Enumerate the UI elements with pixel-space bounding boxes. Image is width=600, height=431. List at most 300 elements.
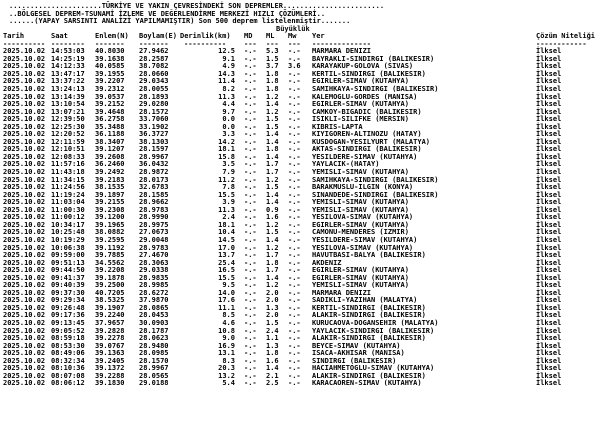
cell-ml: 1.8 [266, 145, 279, 154]
cell-md: -.- [244, 54, 257, 63]
cell-mw: -.- [288, 258, 301, 267]
cell-depth: 11.3 [218, 205, 235, 214]
cell-date: 2025.10.02 [3, 251, 46, 260]
cell-location: ALAKIR-SINDIRGI (BALIKESIR) [312, 311, 426, 320]
cell-time: 09:44:50 [51, 266, 85, 275]
cell-mw: -.- [288, 356, 301, 365]
cell-date: 2025.10.02 [3, 213, 46, 222]
cell-md: -.- [244, 198, 257, 207]
cell-depth: 25.4 [218, 258, 235, 267]
cell-md: -.- [244, 318, 257, 327]
cell-depth: 9.1 [222, 54, 235, 63]
cell-latitude: 39.2278 [95, 334, 125, 343]
cell-depth: 14.3 [218, 69, 235, 78]
cell-latitude: 40.7205 [95, 288, 125, 297]
cell-date: 2025.10.02 [3, 183, 46, 192]
cell-ml: 1.7 [266, 168, 279, 177]
cell-latitude: 36.1188 [95, 130, 125, 139]
cell-time: 09:17:36 [51, 311, 85, 320]
cell-depth: 11.3 [218, 92, 235, 101]
cell-location: YESILDERE-SIMAV (KUTAHYA) [312, 235, 418, 244]
cell-latitude: 39.7885 [95, 251, 125, 260]
cell-depth: 4.9 [222, 62, 235, 71]
cell-ml: 1.2 [266, 92, 279, 101]
cell-ml: 1.4 [266, 190, 279, 199]
cell-latitude: 39.2312 [95, 85, 125, 94]
cell-depth: 16.5 [218, 266, 235, 275]
cell-location: YESILOVA-SIMAV (KUTAHYA) [312, 213, 414, 222]
cell-location: KARAYAKUP-GOLOVA (SIVAS) [312, 62, 414, 71]
cell-ml: 1.7 [266, 160, 279, 169]
cell-location: SAMIHKAYA-SINDIRGI (BALIKESIR) [312, 85, 439, 94]
cell-md: -.- [244, 205, 257, 214]
cell-md: -.- [244, 334, 257, 343]
cell-date: 2025.10.02 [3, 77, 46, 86]
cell-time: 11:19:24 [51, 190, 85, 199]
cell-solution-quality: İlksel [536, 220, 562, 229]
cell-ml: 2.5 [266, 379, 279, 388]
cell-longitude: 28.0660 [139, 69, 169, 78]
cell-md: -.- [244, 220, 257, 229]
cell-depth: 18.1 [218, 220, 235, 229]
cell-md: -.- [244, 160, 257, 169]
cell-md: -.- [244, 115, 257, 124]
cell-longitude: 28.1893 [139, 92, 169, 101]
cell-solution-quality: İlksel [536, 69, 562, 78]
cell-md: -.- [244, 137, 257, 146]
header-title: ......................TÜRKİYE VE YAKIN ÇEVRESİNDEKİ SON DEPREMLER........................ [9, 2, 385, 10]
col-enlem: Enlem(N) [95, 32, 129, 41]
cell-date: 2025.10.02 [3, 258, 46, 267]
cell-time: 10:34:17 [51, 220, 85, 229]
cell-solution-quality: İlksel [536, 379, 562, 388]
cell-depth: 7.8 [222, 183, 235, 192]
cell-longitude: 28.0565 [139, 371, 169, 380]
cell-date: 2025.10.02 [3, 371, 46, 380]
cell-time: 11:34:15 [51, 175, 85, 184]
cell-date: 2025.10.02 [3, 303, 46, 312]
cell-md: -.- [244, 62, 257, 71]
cell-depth: 14.0 [218, 288, 235, 297]
cell-date: 2025.10.02 [3, 334, 46, 343]
cell-md: -.- [244, 326, 257, 335]
cell-latitude: 39.1830 [95, 379, 125, 388]
cell-date: 2025.10.02 [3, 168, 46, 177]
cell-date: 2025.10.02 [3, 281, 46, 290]
cell-date: 2025.10.02 [3, 175, 46, 184]
cell-date: 2025.10.02 [3, 326, 46, 335]
cell-time: 08:06:12 [51, 379, 85, 388]
cell-depth: 20.3 [218, 364, 235, 373]
cell-ml: 2.1 [266, 371, 279, 380]
sep-derinlik: ---------- [184, 39, 227, 48]
cell-date: 2025.10.02 [3, 288, 46, 297]
sep-md: --- [244, 39, 257, 48]
cell-longitude: 28.9872 [139, 168, 169, 177]
cell-depth: 16.9 [218, 341, 235, 350]
cell-longitude: 29.0343 [139, 77, 169, 86]
cell-solution-quality: İlksel [536, 281, 562, 290]
cell-solution-quality: İlksel [536, 228, 562, 237]
cell-md: -.- [244, 371, 257, 380]
cell-mw: -.- [288, 311, 301, 320]
cell-location: KARACAOREN-SIMAV (KUTAHYA) [312, 379, 422, 388]
cell-location: BAYRAKLI-SINDIRGI (BALIKESIR) [312, 54, 435, 63]
cell-location: SINANDEDE-SINDIRGI (BALIKESIR) [312, 190, 439, 199]
cell-longitude: 28.9975 [139, 220, 169, 229]
cell-longitude: 28.9985 [139, 281, 169, 290]
cell-location: YESILDERE-SIMAV (KUTAHYA) [312, 152, 418, 161]
cell-date: 2025.10.02 [3, 130, 46, 139]
cell-time: 08:49:06 [51, 349, 85, 358]
cell-depth: 7.9 [222, 168, 235, 177]
cell-mw: -.- [288, 303, 301, 312]
cell-mw: -.- [288, 85, 301, 94]
cell-ml: 2.0 [266, 311, 279, 320]
cell-location: YEMISLI-SIMAV (KUTAHYA) [312, 281, 409, 290]
cell-location: YAYLACIK-(HATAY) [312, 160, 380, 169]
cell-depth: 12.5 [218, 47, 235, 56]
cell-ml: 1.2 [266, 107, 279, 116]
cell-location: CAMONU-MENDERES (IZMIR) [312, 228, 409, 237]
cell-latitude: 39.2595 [95, 235, 125, 244]
cell-solution-quality: İlksel [536, 303, 562, 312]
col-boylam: Boylam(E) [139, 32, 177, 41]
cell-solution-quality: İlksel [536, 341, 562, 350]
cell-latitude: 38.1535 [95, 183, 125, 192]
cell-date: 2025.10.02 [3, 62, 46, 71]
cell-solution-quality: İlksel [536, 311, 562, 320]
cell-solution-quality: İlksel [536, 160, 562, 169]
cell-longitude: 27.0673 [139, 228, 169, 237]
cell-ml: 1.3 [266, 303, 279, 312]
cell-ml: 1.7 [266, 266, 279, 275]
cell-time: 11:00:30 [51, 205, 85, 214]
cell-time: 13:37:22 [51, 77, 85, 86]
cell-md: -.- [244, 228, 257, 237]
cell-longitude: 28.0985 [139, 349, 169, 358]
cell-longitude: 28.6272 [139, 288, 169, 297]
cell-latitude: 39.1965 [95, 220, 125, 229]
cell-solution-quality: İlksel [536, 107, 562, 116]
cell-depth: 18.1 [218, 145, 235, 154]
cell-solution-quality: İlksel [536, 349, 562, 358]
cell-location: ALAKIR-SINDIRGI (BALIKESIR) [312, 334, 426, 343]
cell-location: ISACA-AKHISAR (MANISA) [312, 349, 405, 358]
cell-time: 12:11:59 [51, 137, 85, 146]
cell-depth: 15.8 [218, 152, 235, 161]
cell-mw: -.- [288, 175, 301, 184]
cell-date: 2025.10.02 [3, 318, 46, 327]
cell-solution-quality: İlksel [536, 213, 562, 222]
cell-time: 14:53:03 [51, 47, 85, 56]
col-cozum: Çözüm Niteliği [536, 32, 596, 41]
cell-time: 09:59:00 [51, 251, 85, 260]
cell-date: 2025.10.02 [3, 296, 46, 305]
cell-depth: 13.7 [218, 251, 235, 260]
cell-latitude: 39.1907 [95, 303, 125, 312]
cell-md: -.- [244, 303, 257, 312]
cell-mw: -.- [288, 47, 301, 56]
cell-time: 11:03:04 [51, 198, 85, 207]
cell-location: AKDENIZ [312, 258, 342, 267]
cell-latitude: 34.5562 [95, 258, 125, 267]
cell-time: 12:39:50 [51, 115, 85, 124]
cell-time: 13:10:54 [51, 100, 85, 109]
cell-time: 10:25:48 [51, 228, 85, 237]
cell-mw: -.- [288, 371, 301, 380]
cell-date: 2025.10.02 [3, 115, 46, 124]
magnitude-group-line [0, 26, 600, 34]
cell-md: -.- [244, 341, 257, 350]
cell-md: -.- [244, 100, 257, 109]
cell-solution-quality: İlksel [536, 137, 562, 146]
header-subtitle: ..BÖLGESEL DEPREM-TSUNAMİ İZLEME VE DEĞERLENDİRME MERKEZİ HIZLI ÇÖZÜMLERİ.. [9, 9, 326, 18]
cell-latitude: 38.0882 [95, 228, 125, 237]
cell-latitude: 36.2460 [95, 160, 125, 169]
cell-ml: 1.5 [266, 115, 279, 124]
cell-location: CAMKOY-BIGADIC (BALIKESIR) [312, 107, 422, 116]
cell-time: 08:10:36 [51, 364, 85, 373]
cell-longitude: 27.4670 [139, 251, 169, 260]
cell-solution-quality: İlksel [536, 190, 562, 199]
cell-latitude: 38.5325 [95, 296, 125, 305]
cell-mw: -.- [288, 183, 301, 192]
cell-date: 2025.10.02 [3, 137, 46, 146]
cell-solution-quality: İlksel [536, 273, 562, 282]
cell-latitude: 39.1638 [95, 54, 125, 63]
cell-location: EGIRLER-SIMAV (KUTAHYA) [312, 100, 409, 109]
cell-md: -.- [244, 168, 257, 177]
cell-mw: -.- [288, 266, 301, 275]
cell-latitude: 39.2288 [95, 371, 125, 380]
cell-md: -.- [244, 288, 257, 297]
cell-md: -.- [244, 243, 257, 252]
cell-location: BEYCE-SIMAV (KUTAHYA) [312, 341, 401, 350]
cell-latitude: 40.0585 [95, 62, 125, 71]
cell-solution-quality: İlksel [536, 152, 562, 161]
cell-longitude: 28.2587 [139, 54, 169, 63]
cell-longitude: 33.7060 [139, 115, 169, 124]
cell-longitude: 29.0188 [139, 379, 169, 388]
cell-date: 2025.10.02 [3, 47, 46, 56]
cell-mw: -.- [288, 190, 301, 199]
cell-mw: -.- [288, 145, 301, 154]
cell-md: -.- [244, 85, 257, 94]
cell-ml: 1.5 [266, 318, 279, 327]
cell-solution-quality: İlksel [536, 251, 562, 260]
cell-depth: 9.7 [222, 107, 235, 116]
cell-latitude: 39.0767 [95, 341, 125, 350]
cell-longitude: 28.0055 [139, 85, 169, 94]
cell-longitude: 28.9990 [139, 213, 169, 222]
cell-latitude: 39.2405 [95, 356, 125, 365]
cell-time: 14:25:19 [51, 54, 85, 63]
cell-time: 08:32:34 [51, 356, 85, 365]
cell-solution-quality: İlksel [536, 100, 562, 109]
cell-md: -.- [244, 235, 257, 244]
cell-depth: 10.8 [218, 326, 235, 335]
cell-longitude: 28.0623 [139, 334, 169, 343]
cell-md: -.- [244, 183, 257, 192]
cell-date: 2025.10.02 [3, 364, 46, 373]
cell-solution-quality: İlksel [536, 356, 562, 365]
cell-time: 09:37:30 [51, 288, 85, 297]
cell-latitude: 39.1372 [95, 364, 125, 373]
cell-solution-quality: İlksel [536, 364, 562, 373]
cell-depth: 8.3 [222, 356, 235, 365]
cell-time: 11:43:18 [51, 168, 85, 177]
cell-depth: 0.0 [222, 115, 235, 124]
cell-mw: -.- [288, 251, 301, 260]
cell-location: KERTIL-SINDIRGI (BALIKESIR) [312, 303, 426, 312]
cell-date: 2025.10.02 [3, 92, 46, 101]
cell-latitude: 39.2208 [95, 266, 125, 275]
cell-location: EGIRLER-SIMAV (KUTAHYA) [312, 273, 409, 282]
cell-mw: -.- [288, 130, 301, 139]
sep-enlem: ------- [95, 39, 125, 48]
cell-solution-quality: İlksel [536, 183, 562, 192]
cell-mw: -.- [288, 122, 301, 131]
col-derinlik: Derinlik(km) [180, 32, 231, 41]
cell-location: KERTIL-SINDIRGI (BALIKESIR) [312, 69, 426, 78]
cell-mw: -.- [288, 77, 301, 86]
cell-depth: 0.0 [222, 122, 235, 131]
cell-time: 12:25:30 [51, 122, 85, 131]
cell-solution-quality: İlksel [536, 47, 562, 56]
col-saat: Saat [51, 32, 68, 41]
cell-ml: 1.4 [266, 235, 279, 244]
cell-md: -.- [244, 213, 257, 222]
cell-latitude: 35.3488 [95, 122, 125, 131]
cell-date: 2025.10.02 [3, 266, 46, 275]
cell-mw: -.- [288, 54, 301, 63]
cell-date: 2025.10.02 [3, 356, 46, 365]
cell-mw: -.- [288, 281, 301, 290]
cell-depth: 2.4 [222, 213, 235, 222]
cell-time: 08:53:30 [51, 341, 85, 350]
cell-depth: 8.2 [222, 85, 235, 94]
cell-solution-quality: İlksel [536, 54, 562, 63]
cell-mw: -.- [288, 69, 301, 78]
cell-depth: 14.2 [218, 137, 235, 146]
col-yer: Yer [312, 32, 325, 41]
cell-ml: 1.4 [266, 198, 279, 207]
cell-date: 2025.10.02 [3, 122, 46, 131]
cell-ml: 1.8 [266, 77, 279, 86]
cell-depth: 17.6 [218, 296, 235, 305]
table-row [0, 380, 600, 388]
cell-ml: 1.3 [266, 341, 279, 350]
cell-solution-quality: İlksel [536, 130, 562, 139]
cell-date: 2025.10.02 [3, 85, 46, 94]
cell-date: 2025.10.02 [3, 145, 46, 154]
cell-ml: 2.4 [266, 326, 279, 335]
cell-date: 2025.10.02 [3, 198, 46, 207]
cell-ml: 1.8 [266, 258, 279, 267]
cell-solution-quality: İlksel [536, 62, 562, 71]
cell-solution-quality: İlksel [536, 122, 562, 131]
cell-latitude: 40.8030 [95, 47, 125, 56]
col-md: MD [244, 32, 253, 41]
cell-latitude: 39.1207 [95, 145, 125, 154]
cell-location: KUSDOGAN-YESILYURT (MALATYA) [312, 137, 431, 146]
cell-ml: 1.2 [266, 220, 279, 229]
cell-longitude: 29.0048 [139, 235, 169, 244]
cell-md: -.- [244, 349, 257, 358]
cell-longitude: 28.1787 [139, 326, 169, 335]
cell-date: 2025.10.02 [3, 160, 46, 169]
cell-solution-quality: İlksel [536, 296, 562, 305]
cell-location: EGIRLER-SIMAV (KUTAHYA) [312, 220, 409, 229]
cell-depth: 4.6 [222, 318, 235, 327]
cell-time: 09:29:34 [51, 296, 85, 305]
cell-mw: -.- [288, 160, 301, 169]
cell-solution-quality: İlksel [536, 371, 562, 380]
cell-time: 12:10:51 [51, 145, 85, 154]
col-mw: Mw [288, 32, 297, 41]
cell-depth: 9.5 [222, 281, 235, 290]
cell-location: BARAKMUSLU-ILGIN (KONYA) [312, 183, 414, 192]
cell-depth: 15.5 [218, 190, 235, 199]
cell-longitude: 28.0453 [139, 311, 169, 320]
cell-mw: -.- [288, 107, 301, 116]
cell-longitude: 30.0903 [139, 318, 169, 327]
cell-ml: 2.0 [266, 296, 279, 305]
cell-mw: -.- [288, 273, 301, 282]
cell-ml: 1.8 [266, 349, 279, 358]
cell-depth: 13.2 [218, 371, 235, 380]
cell-date: 2025.10.02 [3, 311, 46, 320]
cell-time: 08:59:18 [51, 334, 85, 343]
cell-md: -.- [244, 266, 257, 275]
cell-date: 2025.10.02 [3, 190, 46, 199]
cell-location: SAMIHKAYA-SINDIRGI (BALIKESIR) [312, 175, 439, 184]
cell-date: 2025.10.02 [3, 379, 46, 388]
sep-yer: -------------- [312, 39, 372, 48]
cell-mw: -.- [288, 205, 301, 214]
cell-latitude: 38.3407 [95, 137, 125, 146]
cell-date: 2025.10.02 [3, 273, 46, 282]
cell-date: 2025.10.02 [3, 152, 46, 161]
cell-md: -.- [244, 379, 257, 388]
cell-mw: -.- [288, 137, 301, 146]
cell-latitude: 39.2308 [95, 205, 125, 214]
cell-location: KALEMOGLU-GORDES (MANISA) [312, 92, 418, 101]
cell-date: 2025.10.02 [3, 349, 46, 358]
cell-time: 09:40:39 [51, 281, 85, 290]
cell-location: SINDIRGI (BALIKESIR) [312, 356, 397, 365]
cell-ml: 1.1 [266, 334, 279, 343]
cell-time: 13:14:39 [51, 92, 85, 101]
cell-location: ISIKLI-SILIFKE (MERSIN) [312, 115, 409, 124]
cell-longitude: 28.1597 [139, 145, 169, 154]
cell-mw: -.- [288, 334, 301, 343]
cell-md: -.- [244, 273, 257, 282]
cell-longitude: 28.1570 [139, 356, 169, 365]
cell-depth: 9.0 [222, 334, 235, 343]
sep-boylam: ------- [139, 39, 169, 48]
cell-longitude: 28.3063 [139, 258, 169, 267]
cell-solution-quality: İlksel [536, 235, 562, 244]
cell-solution-quality: İlksel [536, 168, 562, 177]
cell-solution-quality: İlksel [536, 92, 562, 101]
header-note: ......(YAPAY SARSINTI ANALİZİ YAPILMAMIŞTIR) Son 500 deprem listelenmiştir....... [9, 17, 351, 26]
cell-depth: 11.2 [218, 175, 235, 184]
cell-mw: -.- [288, 349, 301, 358]
cell-time: 14:12:33 [51, 62, 85, 71]
cell-latitude: 37.9657 [95, 318, 125, 327]
